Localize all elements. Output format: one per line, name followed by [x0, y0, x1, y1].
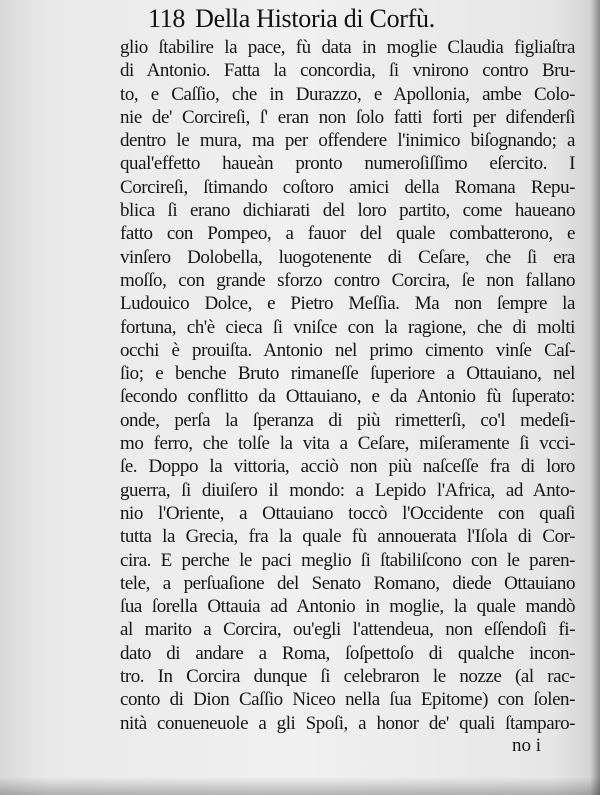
- text-line: conto di Dion Caſſio Niceo nella ſua Epitome) con ſolen-: [120, 689, 575, 711]
- text-line: mo ferro, che tolſe la vita a Ceſare, miſeramente ſi vcci-: [120, 433, 575, 455]
- text-line: nità conueneuole a gli Spoſi, a honor de' quali ſtamparo-: [120, 712, 575, 734]
- text-line: onde, perſa la ſperanza di più rimetterſi, co'l medeſi-: [120, 409, 575, 431]
- text-line: vinſero Dolobella, luogotenente di Ceſare, che ſi era: [120, 246, 575, 268]
- text-line: to, e Caſſio, che in Durazzo, e Apollonia, ambe Colo-: [120, 83, 575, 105]
- text-line: tutta la Grecia, fra la quale fù annouerata l'Iſola di Cor-: [120, 526, 575, 548]
- text-line: di Antonio. Fatta la concordia, ſi vnirono contro Bru-: [120, 60, 575, 82]
- text-line: ſua ſorella Ottauia ad Antonio in moglie, la quale mandò: [120, 596, 575, 618]
- text-line: fortuna, ch'è cieca ſi vniſce con la ragione, che di molti: [120, 316, 575, 338]
- text-line: ſe. Doppo la vittoria, acciò non più naſceſſe fra di loro: [120, 456, 575, 478]
- text-line: dentro le mura, ma per offendere l'inimico biſognando; a: [120, 130, 575, 152]
- text-line: fatto con Pompeo, a fauor del quale combatterono, e: [120, 223, 575, 245]
- text-line: tele, a perſuaſione del Senato Romano, diede Ottauiano: [120, 572, 575, 594]
- running-title: Della Historia di Corfù.: [195, 4, 435, 33]
- catchword: no i: [512, 735, 542, 756]
- text-line: occhi è prouiſta. Antonio nel primo cimento vinſe Caſ-: [120, 339, 575, 361]
- body-text: [120, 36, 575, 735]
- text-line: ſio; e benche Bruto rimaneſſe ſuperiore a Ottauiano, nel: [120, 363, 575, 385]
- text-line: glio ſtabilire la pace, fù data in moglie Claudia figliaſtra: [120, 37, 575, 58]
- text-line: tro. In Corcira dunque ſi celebraron le nozze (al rac-: [120, 666, 575, 688]
- text-line: Ludouico Dolce, e Pietro Meſſia. Ma non ſempre la: [120, 293, 575, 315]
- text-line: cira. E perche le paci meglio ſi ſtabiliſcono con le paren-: [120, 549, 575, 571]
- text-line: dato di andare a Roma, ſoſpettoſo di qualche incon-: [120, 642, 575, 664]
- text-line: ſecondo conflitto da Ottauiano, e da Antonio fù ſuperato:: [120, 386, 575, 408]
- page-number: 118: [148, 4, 186, 33]
- page-bottom-shadow: [0, 777, 600, 795]
- text-line: blica ſi erano dichiarati del loro partito, come haueano: [120, 200, 575, 222]
- text-line: guerra, ſi diuiſero il mondo: a Lepido l'Africa, ad Anto-: [120, 479, 575, 501]
- page-edge-shadow: [590, 0, 600, 795]
- text-line: Corcireſi, ſtimando coſtoro amici della Romana Repu-: [120, 176, 575, 198]
- text-line: al marito a Corcira, ou'egli l'attendeua, non eſſendoſi fi-: [120, 619, 575, 641]
- text-line: moſſo, con grande sforzo contro Corcira, ſe non fallano: [120, 269, 575, 291]
- text-line: nio l'Oriente, a Ottauiano toccò l'Occidente con quaſi: [120, 502, 575, 524]
- text-line: nie de' Corcireſi, ſ' eran non ſolo fatti forti per difenderſi: [120, 106, 575, 128]
- page-header: [148, 4, 435, 34]
- text-line: qual'effetto haueàn pronto numeroſiſſimo eſercito. I: [120, 153, 575, 175]
